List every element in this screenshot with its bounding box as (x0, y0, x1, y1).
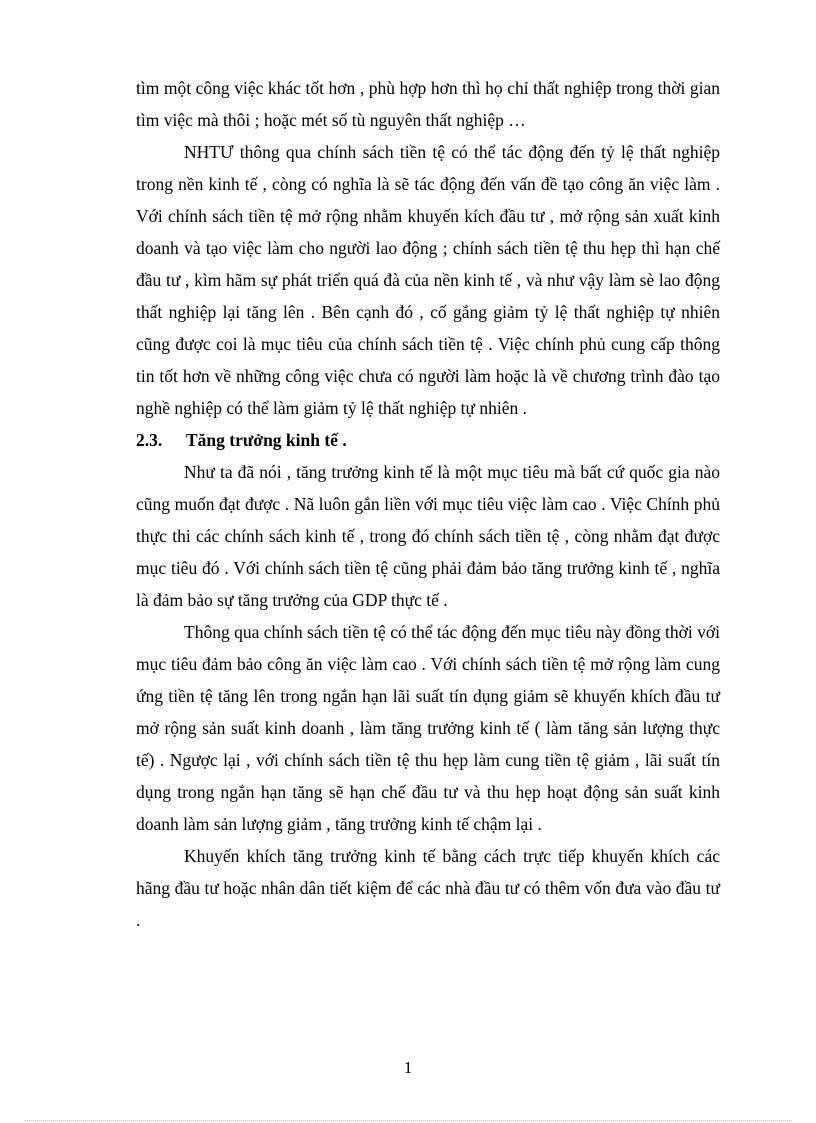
section-number: 2.3. (136, 430, 163, 450)
page-bottom-divider (24, 1120, 792, 1121)
paragraph-economic-growth: Như ta đã nói , tăng trưởng kinh tế là một mục tiêu mà bất cứ quốc gia nào cũng muốn đạt được . Nã luôn gắn liền với mục tiêu việc làm cao . Việc Chính phủ thực thi các chính sách kinh tế , trong đó chính sách tiền tệ , còng nhằm đạt được mục tiêu đó . Với chính sách tiền tệ cũng phải đảm bảo tăng trưởng kinh tế , nghĩa là đảm bảo sự tăng trưởng của GDP thực tế . (136, 462, 720, 610)
section-title: Tăng trưởng kinh tế . (186, 430, 347, 450)
paragraph-encourage-growth: Khuyến khích tăng trưởng kinh tế bằng cách trực tiếp khuyến khích các hãng đầu tư hoặc nhân dân tiết kiệm để các nhà đầu tư có thêm vốn đưa vào đầu tư . (136, 846, 720, 930)
section-heading (136, 424, 720, 456)
paragraph-unemployment-continued: tìm một công việc khác tốt hơn , phù hợp hơn thì họ chỉ thất nghiệp trong thời gian tìm việc mà thôi ; hoặc mét số tù nguyên thất nghiệp … (136, 78, 720, 130)
paragraph-monetary-policy-growth: Thông qua chính sách tiền tệ có thể tác động đến mục tiêu này đồng thời với mục tiêu đảm bảo công ăn việc làm cao . Với chính sách tiền tệ mở rộng làm cung ứng tiền tệ tăng lên trong ngắn hạn lãi suất tín dụng giảm sẽ khuyến khích đầu tư mở rộng sản suất kinh doanh , làm tăng trưởng kinh tế ( làm tăng sản lượng thực tế) . Ngược lại , với chính sách tiền tệ thu hẹp làm cung tiền tệ giảm , lãi suất tín dụng trong ngắn hạn tăng sẽ hạn chế đầu tư và thu hẹp hoạt động sản suất kinh doanh làm sản lượng giảm , tăng trưởng kinh tế chậm lại . (136, 622, 720, 834)
document-body (136, 72, 720, 936)
page-number: 1 (403, 1058, 413, 1077)
paragraph-central-bank-unemployment: NHTƯ thông qua chính sách tiền tệ có thể tác động đến tỷ lệ thất nghiệp trong nền kinh tế , còng có nghĩa là sẽ tác động đến vấn đề tạo công ăn việc làm . Với chính sách tiền tệ mở rộng nhằm khuyến kích đầu tư , mở rộng sản xuất kinh doanh và tạo việc làm cho người lao động ; chính sách tiền tệ thu hẹp thì hạn chế đầu tư , kìm hãm sự phát triển quá đà của nền kinh tế , và như vậy làm sè lao động thất nghiệp lại tăng lên . Bên cạnh đó , cố gắng giảm tỷ lệ thất nghiệp tự nhiên cũng được coi là mục tiêu của chính sách tiền tệ . Việc chính phủ cung cấp thông tin tốt hơn về những công việc chưa có người làm hoặc là về chương trình đào tạo nghề nghiệp có thể làm giảm tỷ lệ thất nghiệp tự nhiên . (136, 142, 720, 418)
